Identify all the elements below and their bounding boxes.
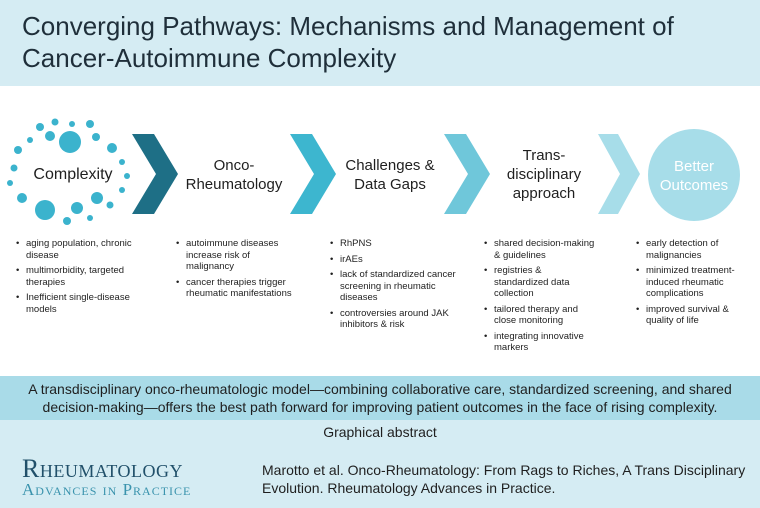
dot <box>36 123 44 131</box>
dot <box>59 131 81 153</box>
dot <box>91 192 103 204</box>
list-item: • tailored therapy and close monitoring <box>484 304 596 327</box>
stage-bullets-challenges <box>330 238 458 335</box>
list-item: • autoimmune diseases increase risk of malignancy <box>176 238 296 273</box>
list-item: • improved survival & quality of life <box>636 304 754 327</box>
list-item: • aging population, chronic disease <box>16 238 144 261</box>
stage-title-challenges: Challenges & Data Gaps <box>345 157 435 193</box>
list-item: • multimorbidity, targeted therapies <box>16 265 144 288</box>
graphical-abstract-label: Graphical abstract <box>323 424 437 440</box>
list-item: • irAEs <box>330 254 458 266</box>
dot <box>107 202 114 209</box>
dot <box>17 193 27 203</box>
dot <box>63 217 71 225</box>
list-item: • controversies around JAK inhibitors & risk <box>330 308 458 331</box>
list-item: • minimized treatment-induced rheumatic complications <box>636 265 754 300</box>
list-item: • Inefficient single-disease models <box>16 292 144 315</box>
list-item: • integrating innovative markers <box>484 331 596 354</box>
dot <box>86 120 94 128</box>
list-item: • registries & standardized data collection <box>484 265 596 300</box>
stage-title-complexity: Complexity <box>33 166 113 183</box>
dot <box>119 187 125 193</box>
stage-bullets-transdisciplinary <box>484 238 596 358</box>
dot <box>14 146 22 154</box>
dot <box>69 121 75 127</box>
dot <box>87 215 93 221</box>
citation-text: Marotto et al. Onco-Rheumatology: From Rags to Riches, A Trans Disciplinary Evolution. Rheumatology Advances in Practice. <box>262 462 746 496</box>
list-item: • lack of standardized cancer screening in rheumatic diseases <box>330 269 458 304</box>
journal-logo-line2: Advances in Practice <box>22 480 192 499</box>
journal-logo-line1: Rheumatology <box>22 454 184 483</box>
list-item: • RhPNS <box>330 238 458 250</box>
dot <box>45 131 55 141</box>
stage-bullets-better-outcomes <box>636 238 754 331</box>
dot <box>11 165 18 172</box>
dot <box>35 200 55 220</box>
conclusion-text: A transdisciplinary onco-rheumatologic model—combining collaborative care, standardized screening, and shared decision-making—offers the best path forward for improving patient outcomes in the face of rising complexity. <box>28 381 732 415</box>
dot <box>107 143 117 153</box>
page-title: Converging Pathways: Mechanisms and Management of Cancer-Autoimmune Complexity <box>22 11 674 73</box>
list-item: • early detection of malignancies <box>636 238 754 261</box>
chevron-arrow-icon <box>444 134 490 214</box>
chevron-arrow-icon <box>132 134 178 214</box>
stage-bullets-onco-rheumatology <box>176 238 296 304</box>
stage-title-better-outcomes: Better Outcomes <box>659 158 729 194</box>
dot <box>92 133 100 141</box>
chevron-arrow-icon <box>598 134 640 214</box>
dot <box>52 119 59 126</box>
dot <box>71 202 83 214</box>
stage-title-transdisciplinary: Trans- disciplinary approach <box>506 147 582 202</box>
chevron-arrow-icon <box>290 134 336 214</box>
dot <box>27 137 33 143</box>
list-item: • shared decision-making & guidelines <box>484 238 596 261</box>
stage-bullets-complexity <box>16 238 144 319</box>
stage-title-onco-rheumatology: Onco- Rheumatology <box>185 157 283 193</box>
list-item: • cancer therapies trigger rheumatic manifestations <box>176 277 296 300</box>
dot <box>7 180 13 186</box>
